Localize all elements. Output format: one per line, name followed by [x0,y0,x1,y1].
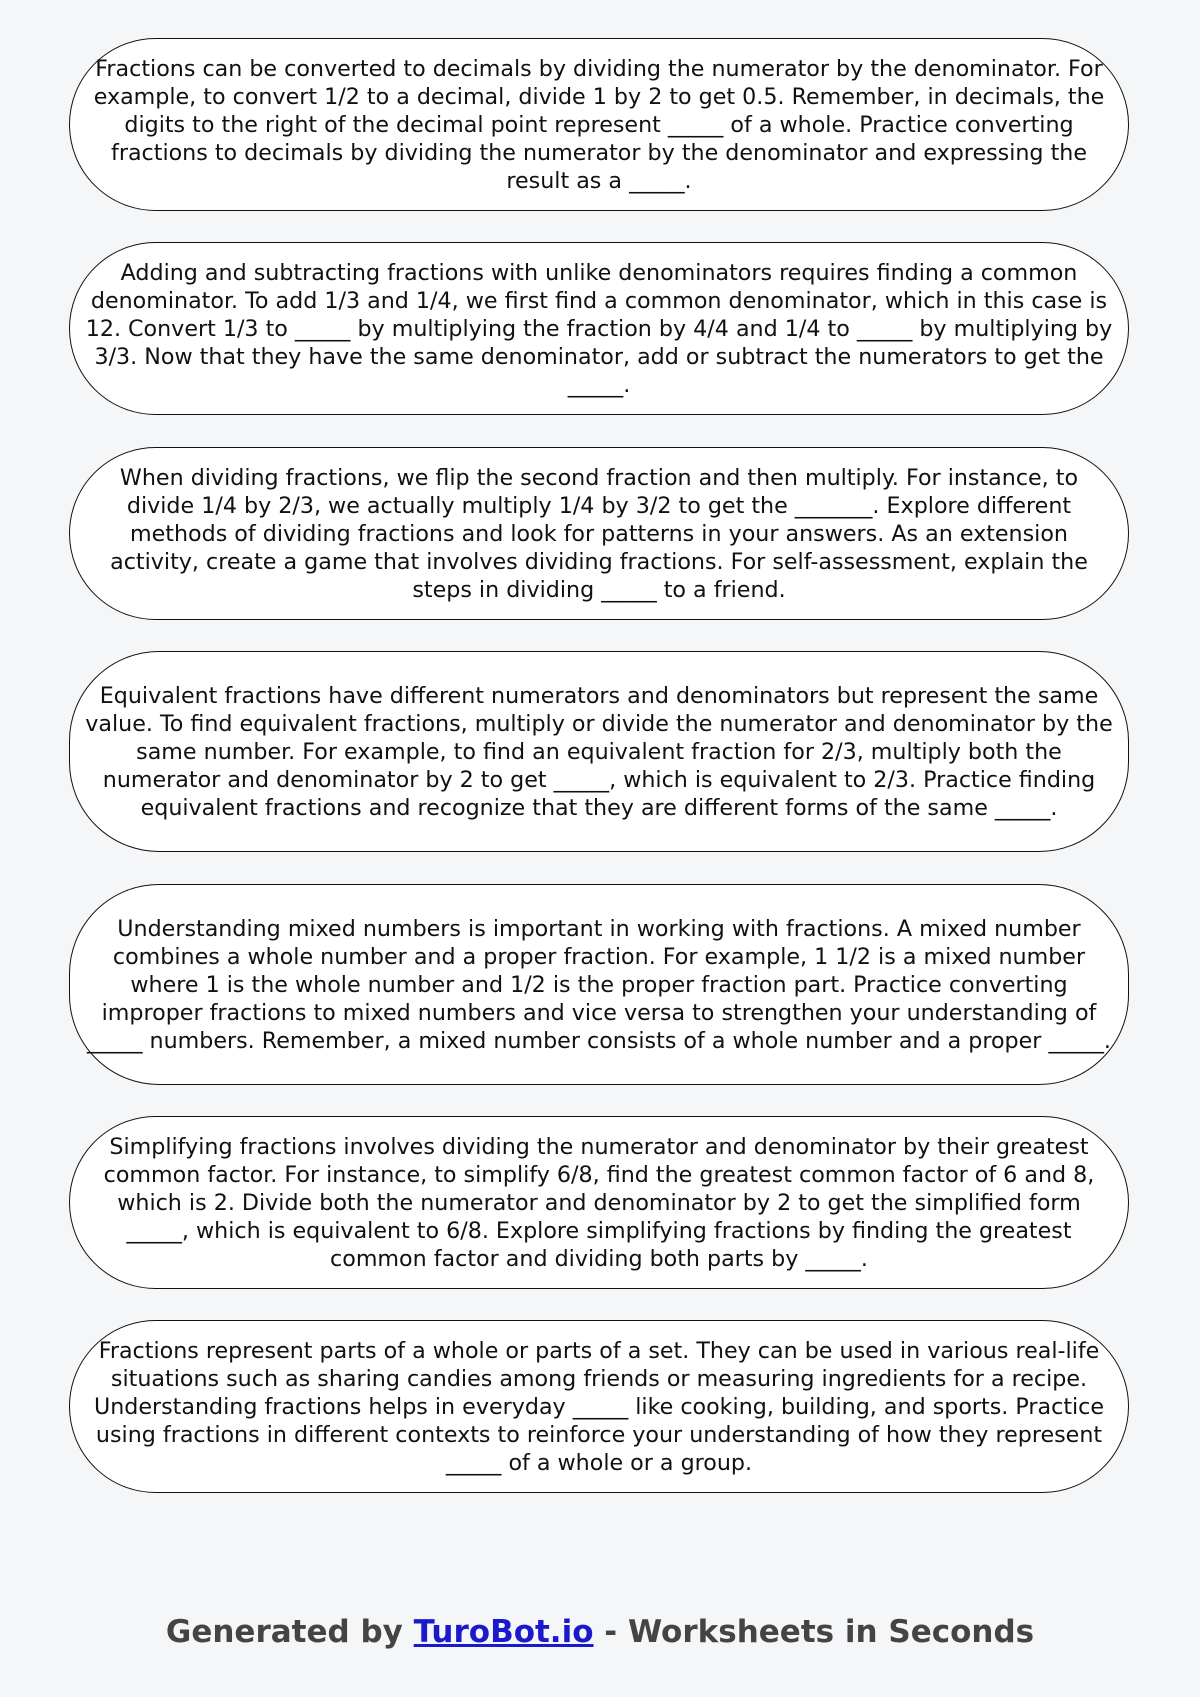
paragraph-box-simplifying [69,1116,1129,1289]
footer-prefix: Generated by [165,1614,414,1650]
paragraph-box-adding-subtracting [69,242,1129,415]
paragraph-box-equivalent [69,651,1129,852]
paragraph-text: Fractions represent parts of a whole or parts of a set. They can be used in various real-life situations such as sharing candies among friends or measuring ingredients for a recipe. Understanding fractions helps in everyday _____ like cooking, building, and sports. Practice using fractions in different contexts to reinforce your understanding of how they represent _____ of a whole or a group. [93,1337,1105,1476]
paragraph-text: When dividing fractions, we flip the second fraction and then multiply. For instance, to divide 1/4 by 2/3, we actually multiply 1/4 by 3/2 to get the _______. Explore different methods of dividing fractions and look for patterns in your answers. As an extension activity, create a game that involves dividing fractions. For self-assessment, explain the steps in dividing _____ to a friend. [110,464,1088,603]
paragraph-box-decimals [69,38,1129,211]
paragraph-text: Understanding mixed numbers is important in working with fractions. A mixed number combines a whole number and a proper fraction. For example, 1 1/2 is a mixed number where 1 is the whole number and 1/2 is the proper fraction part. Practice converting improper fractions to mixed numbers and vice versa to strengthen your understanding of _____ numbers. Remember, a mixed number consists of a whole number and a proper _____. [87,915,1111,1054]
turobot-link[interactable]: TuroBot.io [413,1614,594,1650]
paragraph-text: Simplifying fractions involves dividing the numerator and denominator by their greatest common factor. For instance, to simplify 6/8, find the greatest common factor of 6 and 8, which is 2. Divide both the numerator and denominator by 2 to get the simplified form _____, which is equivalent to 6/8. Explore simplifying fractions by finding the greatest common factor and dividing both parts by _____. [103,1133,1095,1272]
paragraph-box-real-life [69,1320,1129,1493]
footer-credit [0,1614,1200,1650]
footer-suffix: - Worksheets in Seconds [593,1614,1035,1650]
paragraph-text: Adding and subtracting fractions with unlike denominators requires finding a common denominator. To add 1/3 and 1/4, we first find a common denominator, which in this case is 12. Convert 1/3 to _____ by multiplying the fraction by 4/4 and 1/4 to _____ by multiplying by 3/3. Now that they have the same denominator, add or subtract the numerators to get the _____. [85,259,1113,398]
paragraph-text: Fractions can be converted to decimals by dividing the numerator by the denominator. For example, to convert 1/2 to a decimal, divide 1 by 2 to get 0.5. Remember, in decimals, the digits to the right of the decimal point represent _____ of a whole. Practice converting fractions to decimals by dividing the numerator by the denominator and expressing the result as a _____. [93,55,1105,194]
paragraph-box-mixed-numbers [69,884,1129,1085]
paragraph-box-dividing [69,447,1129,620]
paragraph-text: Equivalent fractions have different numerators and denominators but represent the same value. To find equivalent fractions, multiply or divide the numerator and denominator by the same number. For example, to find an equivalent fraction for 2/3, multiply both the numerator and denominator by 2 to get _____, which is equivalent to 2/3. Practice finding equivalent fractions and recognize that they are different forms of the same _____. [85,682,1113,821]
